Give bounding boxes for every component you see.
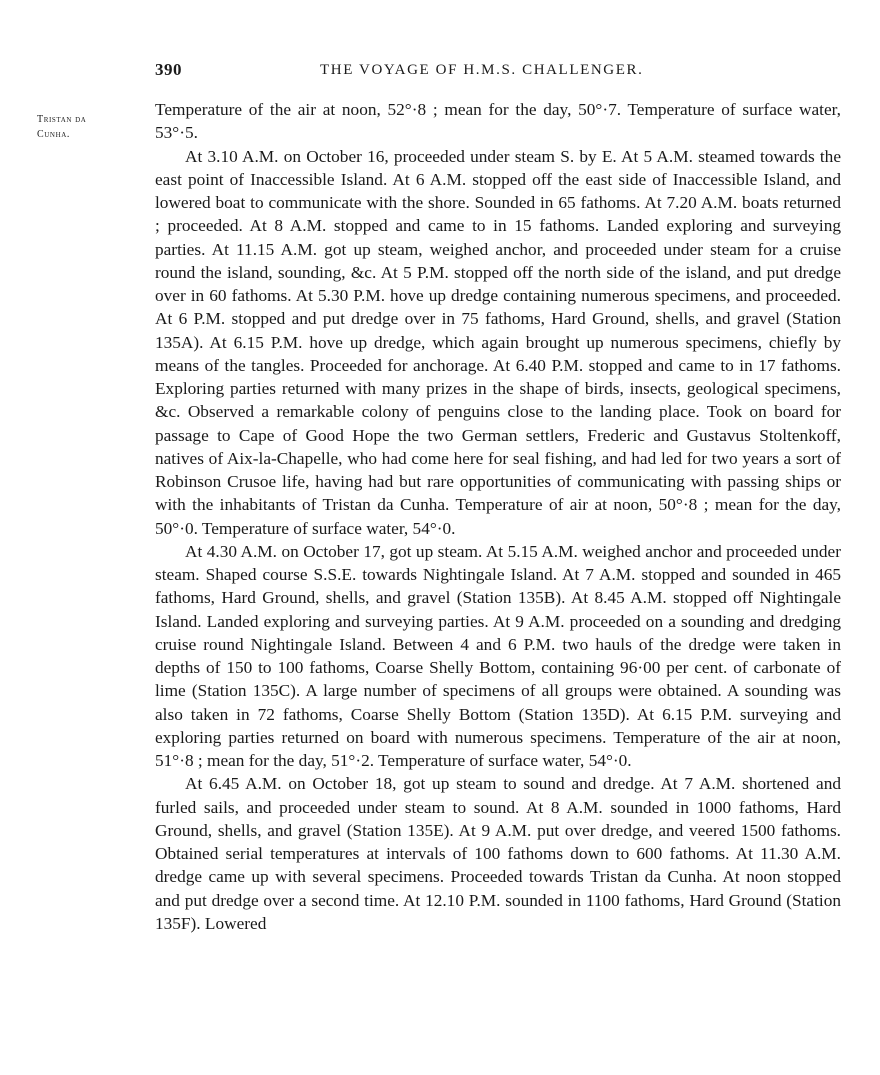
paragraph: At 6.45 A.M. on October 18, got up steam to sound and dredge. At 7 A.M. shortened and furled sails, and proceeded under steam to sound. At 8 A.M. sounded in 1000 fathoms, Hard Ground, shells, and gravel (Station 135E). At 9 A.M. put over dredge, and veered 1500 fathoms. Obtained serial temperatures at intervals of 100 fathoms down to 600 fathoms. At 11.30 A.M. dredge came up with several specimens. Proceeded towards Tristan da Cunha. At noon stopped and put dredge over a second time. At 12.10 P.M. sounded in 1100 fathoms, Hard Ground (Station 135F). Lowered	[155, 774, 841, 933]
paragraph: Temperature of the air at noon, 52°·8 ; mean for the day, 50°·7. Temperature of surface water, 53°·5.	[155, 100, 841, 143]
body-text	[155, 98, 841, 935]
paragraph: At 3.10 A.M. on October 16, proceeded under steam S. by E. At 5 A.M. steamed towards the east point of Inaccessible Island. At 6 A.M. stopped off the east side of Inaccessible Island, and lowered boat to communicate with the shore. Sounded in 65 fathoms. At 7.20 A.M. boats returned ; proceeded. At 8 A.M. stopped and came to in 15 fathoms. Landed exploring and surveying parties. At 11.15 A.M. got up steam, weighed anchor, and proceeded under steam for a cruise round the island, sounding, &c. At 5 P.M. stopped off the north side of the island, and put dredge over in 60 fathoms. At 5.30 P.M. hove up dredge containing numerous specimens, and proceeded. At 6 P.M. stopped and put dredge over in 75 fathoms, Hard Ground, shells, and gravel (Station 135A). At 6.15 P.M. hove up dredge, which again brought up numerous specimens, chiefly by means of the tangles. Proceeded for anchorage. At 6.40 P.M. stopped and came to in 17 fathoms. Exploring parties returned with many prizes in the shape of birds, insects, geological specimens, &c. Observed a remarkable colony of penguins close to the landing place. Took on board for passage to Cape of Good Hope the two German settlers, Frederic and Gustavus Stoltenkoff, natives of Aix-la-Chapelle, who had come here for seal fishing, and had led for two years a sort of Robinson Crusoe life, having had but rare opportunities of communicating with passing ships or with the inhabitants of Tristan da Cunha. Temperature of air at noon, 50°·8 ; mean for the day, 50°·0. Temperature of surface water, 54°·0.	[155, 146, 841, 538]
margin-note-line: Cunha.	[37, 129, 70, 140]
paragraph: At 4.30 A.M. on October 17, got up steam. At 5.15 A.M. weighed anchor and proceeded under steam. Shaped course S.S.E. towards Nightingale Island. At 7 A.M. stopped and sounded in 465 fathoms, Hard Ground, shells, and gravel (Station 135B). At 8.45 A.M. stopped off Nightingale Island. Landed exploring and surveying parties. At 9 A.M. proceeded on a sounding and dredging cruise round Nightingale Island. Between 4 and 6 P.M. two hauls of the dredge were taken in depths of 150 to 100 fathoms, Coarse Shelly Bottom, containing 96·00 per cent. of carbonate of lime (Station 135C). A large number of specimens of all groups were obtained. A sounding was also taken in 72 fathoms, Coarse Shelly Bottom (Station 135D). At 6.15 P.M. surveying and exploring parties returned on board with numerous specimens. Temperature of the air at noon, 51°·8 ; mean for the day, 51°·2. Temperature of surface water, 54°·0.	[155, 541, 841, 770]
margin-note	[37, 112, 137, 142]
margin-note-line: Tristan da	[37, 114, 87, 125]
running-title: THE VOYAGE OF H.M.S. CHALLENGER.	[320, 62, 644, 78]
page-number: 390	[155, 60, 182, 79]
